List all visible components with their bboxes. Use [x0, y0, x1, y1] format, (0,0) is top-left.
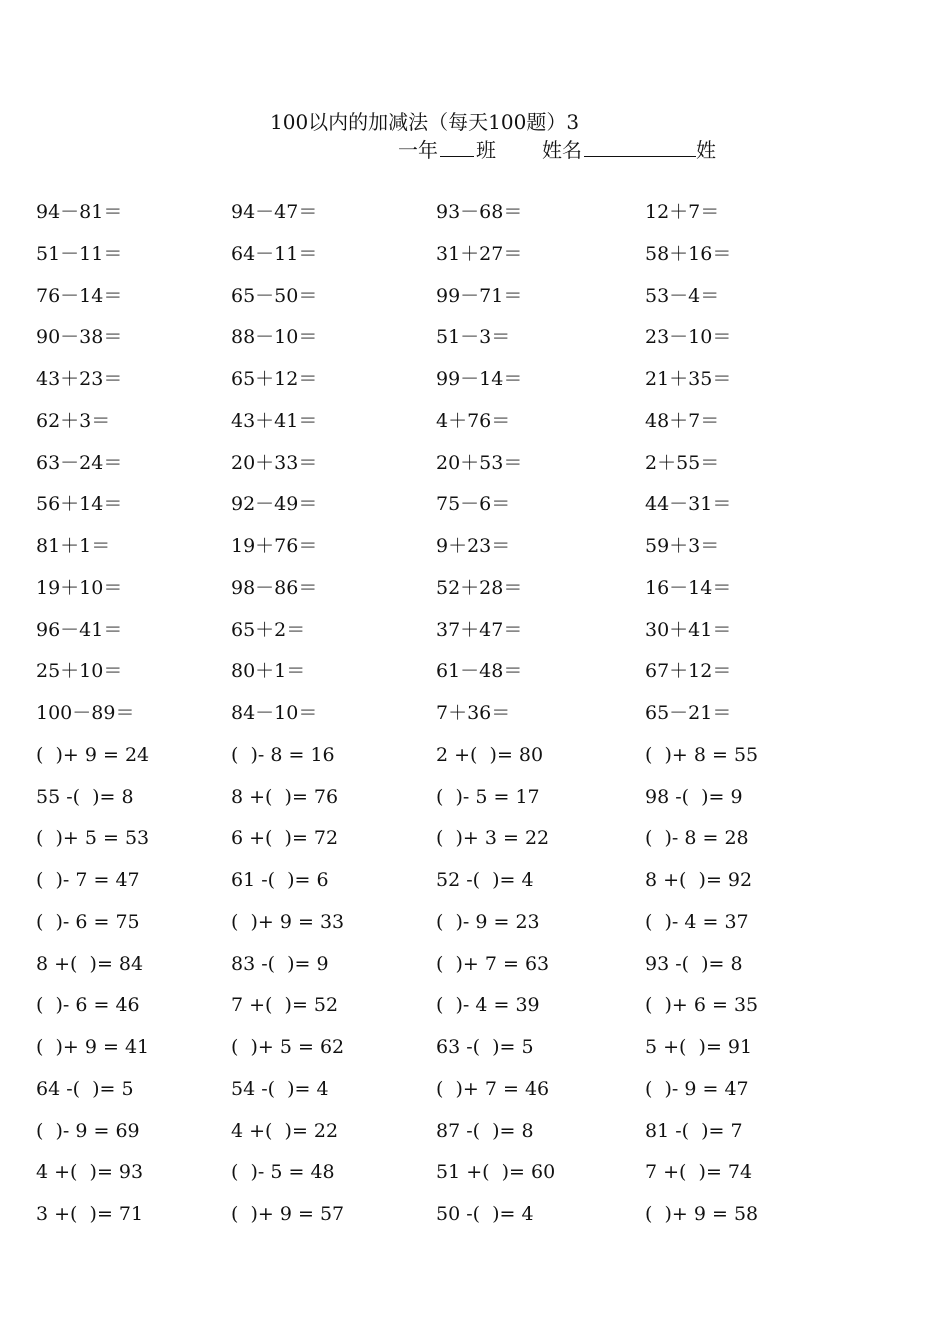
- math-problem: ( )- 4 = 37: [645, 910, 749, 933]
- math-problem: 4 +( )= 22: [231, 1119, 339, 1142]
- math-problem: 61－48＝: [436, 660, 523, 683]
- math-problem: 99－71＝: [436, 284, 523, 307]
- math-problem: 76－14＝: [36, 284, 123, 307]
- math-problem: 56＋14＝: [36, 493, 123, 516]
- name-label: 姓名: [542, 138, 582, 162]
- math-problem: 52＋28＝: [436, 576, 523, 599]
- math-problem: 8 +( )= 84: [36, 952, 144, 975]
- math-problem: 7＋36＝: [436, 702, 511, 724]
- math-problem: 84－10＝: [231, 702, 318, 724]
- math-problem: 6 +( )= 72: [231, 827, 339, 850]
- worksheet-title: 100以内的加减法（每天100题）3: [270, 110, 580, 134]
- math-problem: 55 -( )= 8: [36, 785, 134, 808]
- math-problem: ( )- 9 = 69: [36, 1119, 140, 1142]
- math-problem: 12＋7＝: [645, 201, 720, 223]
- student-info-line: [398, 134, 716, 163]
- math-problem: 90－38＝: [36, 326, 123, 349]
- math-problem: 53－4＝: [645, 284, 720, 307]
- math-problem: 8 +( )= 76: [231, 785, 339, 808]
- math-problem: ( )+ 9 = 58: [645, 1203, 759, 1225]
- math-problem: 98－86＝: [231, 576, 318, 599]
- math-problem: 64－11＝: [231, 242, 318, 265]
- math-problem: 51－11＝: [36, 242, 123, 265]
- math-problem: 8 +( )= 92: [645, 869, 753, 891]
- math-problem: 99－14＝: [436, 368, 523, 390]
- math-problem: 20＋53＝: [436, 451, 523, 474]
- math-problem: ( )+ 7 = 63: [436, 952, 550, 975]
- math-problem: 93－68＝: [436, 201, 523, 223]
- math-problem: ( )+ 9 = 33: [231, 910, 345, 933]
- math-problem: 65－21＝: [645, 702, 732, 724]
- math-problem: 52 -( )= 4: [436, 869, 534, 891]
- class-label: 班: [476, 138, 496, 162]
- math-problem: 63－24＝: [36, 451, 123, 474]
- grade-label: 一年: [398, 138, 438, 162]
- math-problem: ( )- 8 = 16: [231, 743, 335, 766]
- math-problem: 48＋7＝: [645, 409, 720, 432]
- math-problem: 88－10＝: [231, 326, 318, 349]
- math-problem: 59＋3＝: [645, 535, 720, 557]
- math-problem: 31＋27＝: [436, 242, 523, 265]
- math-problem: 21＋35＝: [645, 368, 732, 390]
- math-problem: 23－10＝: [645, 326, 732, 349]
- math-problem: 62＋3＝: [36, 409, 111, 432]
- math-problem: 61 -( )= 6: [231, 869, 329, 891]
- math-problem: 7 +( )= 52: [231, 994, 339, 1017]
- math-problem: 44－31＝: [645, 493, 732, 516]
- math-problem: 7 +( )= 74: [645, 1161, 753, 1184]
- math-problem: ( )- 6 = 75: [36, 910, 140, 933]
- math-problem: 94－47＝: [231, 201, 318, 223]
- math-problem: 20＋33＝: [231, 451, 318, 474]
- math-problem: 4 +( )= 93: [36, 1161, 144, 1184]
- math-problem: 98 -( )= 9: [645, 785, 743, 808]
- math-problem: 2 +( )= 80: [436, 743, 544, 766]
- math-problem: ( )+ 7 = 46: [436, 1077, 550, 1100]
- math-problem: 37＋47＝: [436, 618, 523, 641]
- math-problem: 19＋10＝: [36, 576, 123, 599]
- math-problem: ( )- 5 = 17: [436, 785, 540, 808]
- math-problem: ( )+ 3 = 22: [436, 827, 550, 850]
- math-problem: 83 -( )= 9: [231, 952, 329, 975]
- math-problem: 96－41＝: [36, 618, 123, 641]
- math-problem: 54 -( )= 4: [231, 1077, 329, 1100]
- math-problem: 67＋12＝: [645, 660, 732, 683]
- math-problem: 9＋23＝: [436, 535, 511, 557]
- math-problem: 3 +( )= 71: [36, 1203, 144, 1225]
- math-problem: 19＋76＝: [231, 535, 318, 557]
- math-problem: 63 -( )= 5: [436, 1036, 534, 1058]
- math-problem: ( )- 9 = 47: [645, 1077, 749, 1100]
- math-problem: ( )+ 5 = 62: [231, 1036, 345, 1058]
- math-problem: ( )- 6 = 46: [36, 994, 140, 1017]
- math-problem: 92－49＝: [231, 493, 318, 516]
- math-problem: 16－14＝: [645, 576, 732, 599]
- math-problem: 25＋10＝: [36, 660, 123, 683]
- math-problem: 2＋55＝: [645, 451, 720, 474]
- math-problem: 94－81＝: [36, 201, 123, 223]
- math-problem: 51－3＝: [436, 326, 511, 349]
- math-problem: 43＋23＝: [36, 368, 123, 390]
- math-problem: 51 +( )= 60: [436, 1161, 556, 1184]
- name-blank[interactable]: [584, 136, 696, 157]
- math-problem: 43＋41＝: [231, 409, 318, 432]
- math-problem: ( )- 9 = 23: [436, 910, 540, 933]
- math-problem: 58＋16＝: [645, 242, 732, 265]
- math-problem: ( )+ 9 = 24: [36, 743, 150, 766]
- math-problem: 100－89＝: [36, 702, 135, 724]
- math-problem: 75－6＝: [436, 493, 511, 516]
- math-problem: 65＋2＝: [231, 618, 306, 641]
- name-suffix: 姓: [696, 138, 716, 162]
- math-problem: 30＋41＝: [645, 618, 732, 641]
- math-problem: 81＋1＝: [36, 535, 111, 557]
- math-problem: 65－50＝: [231, 284, 318, 307]
- math-problem: ( )- 4 = 39: [436, 994, 540, 1017]
- math-problem: ( )- 7 = 47: [36, 869, 140, 891]
- math-problem: ( )+ 8 = 55: [645, 743, 759, 766]
- math-problem: 93 -( )= 8: [645, 952, 743, 975]
- math-problem: 80＋1＝: [231, 660, 306, 683]
- math-problem: 81 -( )= 7: [645, 1119, 743, 1142]
- math-problem: ( )+ 9 = 41: [36, 1036, 150, 1058]
- math-problem: ( )+ 9 = 57: [231, 1203, 345, 1225]
- math-problem: 50 -( )= 4: [436, 1203, 534, 1225]
- math-problem: ( )+ 5 = 53: [36, 827, 150, 850]
- math-problem: 5 +( )= 91: [645, 1036, 753, 1058]
- class-blank[interactable]: [440, 136, 474, 157]
- math-problem: 4＋76＝: [436, 409, 511, 432]
- math-problem: ( )+ 6 = 35: [645, 994, 759, 1017]
- math-problem: 65＋12＝: [231, 368, 318, 390]
- math-problem: ( )- 5 = 48: [231, 1161, 335, 1184]
- math-problem: 87 -( )= 8: [436, 1119, 534, 1142]
- math-problem: ( )- 8 = 28: [645, 827, 749, 850]
- math-problem: 64 -( )= 5: [36, 1077, 134, 1100]
